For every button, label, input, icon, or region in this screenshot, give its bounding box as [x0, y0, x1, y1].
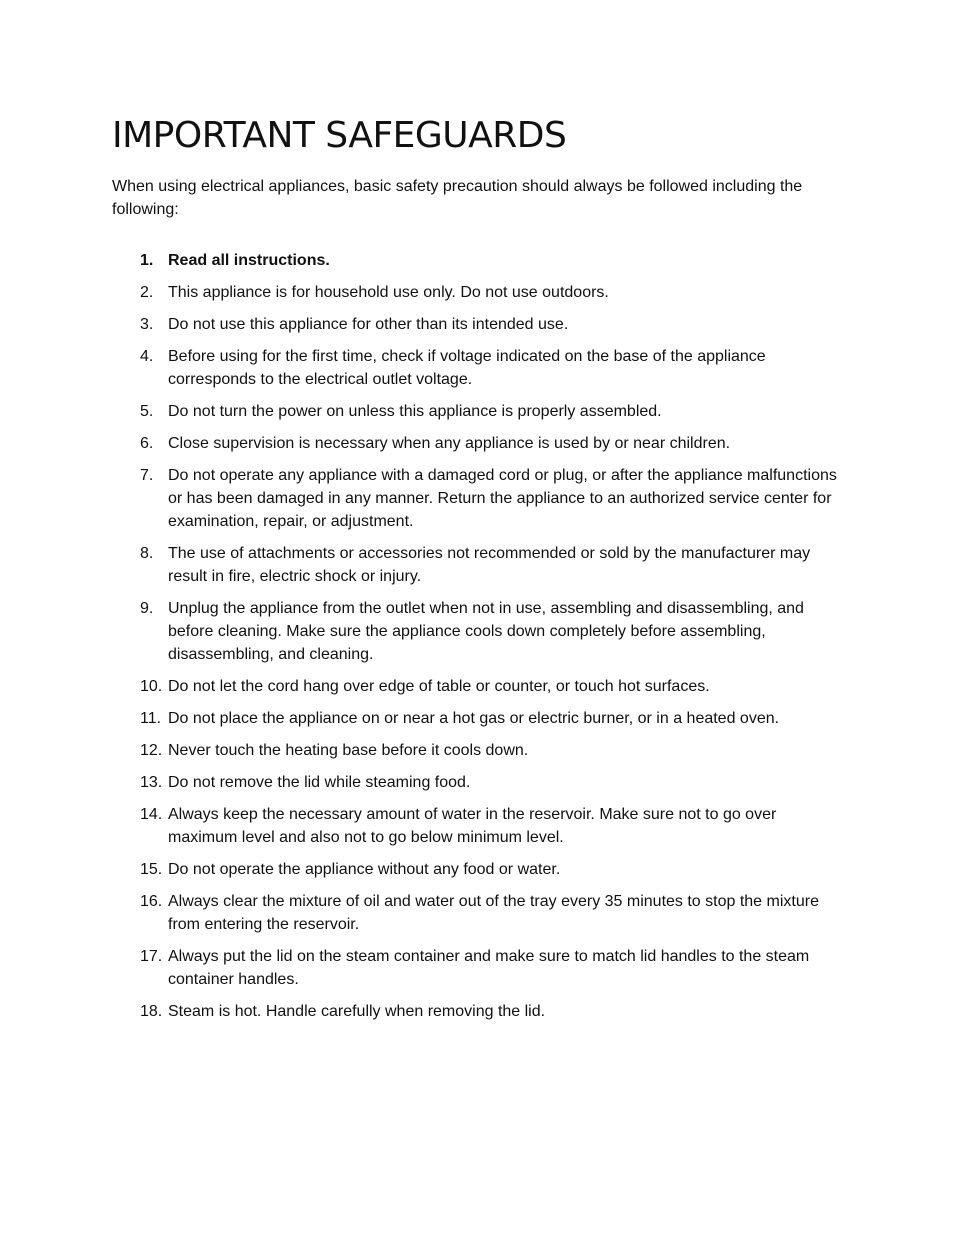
list-item-text: Do not let the cord hang over edge of table or counter, or touch hot surfaces. [168, 678, 710, 695]
list-item [140, 945, 840, 991]
list-item [140, 249, 840, 272]
list-item-text: Always put the lid on the steam container and make sure to match lid handles to the steam container handles. [168, 948, 810, 988]
list-item-number: 15. [140, 861, 163, 878]
list-item-text: Always clear the mixture of oil and water out of the tray every 35 minutes to stop the mixture from entering the reservoir. [168, 893, 819, 933]
list-item [140, 345, 840, 391]
list-item-text: Before using for the first time, check if voltage indicated on the base of the appliance corresponds to the electrical outlet voltage. [168, 348, 766, 388]
list-item-text: Do not remove the lid while steaming food. [168, 774, 471, 791]
list-item-text: Always keep the necessary amount of water in the reservoir. Make sure not to go over maximum level and also not to go below minimum level. [168, 806, 777, 846]
list-item-number: 8. [140, 545, 154, 562]
intro-paragraph: When using electrical appliances, basic safety precaution should always be followed including the following: [112, 178, 803, 218]
list-item-text: Do not operate any appliance with a damaged cord or plug, or after the appliance malfunctions or has been damaged in any manner. Return the appliance to an authorized service center for examination, repair, or adjustment. [168, 467, 837, 530]
list-item-text: Never touch the heating base before it cools down. [168, 742, 529, 759]
list-item-number: 2. [140, 284, 154, 301]
list-item [140, 675, 840, 698]
list-item [140, 707, 840, 730]
list-item-text: Close supervision is necessary when any appliance is used by or near children. [168, 435, 731, 452]
list-item [140, 597, 840, 666]
list-item-text: Unplug the appliance from the outlet when not in use, assembling and disassembling, and before cleaning. Make sure the appliance cools down completely before assembling, disassembling, and cleaning. [168, 600, 804, 663]
list-item-text: This appliance is for household use only. Do not use outdoors. [168, 284, 609, 301]
list-item-number: 5. [140, 403, 154, 420]
list-item-number: 7. [140, 467, 154, 484]
list-item [140, 890, 840, 936]
list-item-number: 9. [140, 600, 154, 617]
list-item [140, 739, 840, 762]
list-item [140, 281, 840, 304]
list-item-number: 11. [140, 710, 162, 727]
list-item-text: Read all instructions. [168, 252, 330, 269]
list-item-text: Do not turn the power on unless this appliance is properly assembled. [168, 403, 662, 420]
list-item [140, 432, 840, 455]
list-item-number: 10. [140, 678, 163, 695]
list-item-number: 16. [140, 893, 163, 910]
list-item [140, 858, 840, 881]
list-item-number: 12. [140, 742, 163, 759]
list-item [140, 464, 840, 533]
list-item-text: Steam is hot. Handle carefully when removing the lid. [168, 1003, 546, 1020]
safeguards-list [140, 249, 840, 1032]
list-item [140, 313, 840, 336]
list-item-number: 17. [140, 948, 163, 965]
list-item [140, 803, 840, 849]
list-item-text: Do not operate the appliance without any food or water. [168, 861, 561, 878]
list-item-text: The use of attachments or accessories not recommended or sold by the manufacturer may result in fire, electric shock or injury. [168, 545, 811, 585]
page-title: IMPORTANT SAFEGUARDS [112, 115, 567, 156]
list-item [140, 1000, 840, 1023]
list-item [140, 771, 840, 794]
list-item-number: 3. [140, 316, 154, 333]
list-item-number: 1. [140, 252, 154, 269]
list-item-text: Do not use this appliance for other than its intended use. [168, 316, 569, 333]
list-item [140, 542, 840, 588]
list-item-number: 4. [140, 348, 154, 365]
list-item-number: 6. [140, 435, 154, 452]
list-item [140, 400, 840, 423]
list-item-number: 18. [140, 1003, 163, 1020]
list-item-number: 13. [140, 774, 163, 791]
list-item-text: Do not place the appliance on or near a hot gas or electric burner, or in a heated oven. [168, 710, 780, 727]
list-item-number: 14. [140, 806, 163, 823]
